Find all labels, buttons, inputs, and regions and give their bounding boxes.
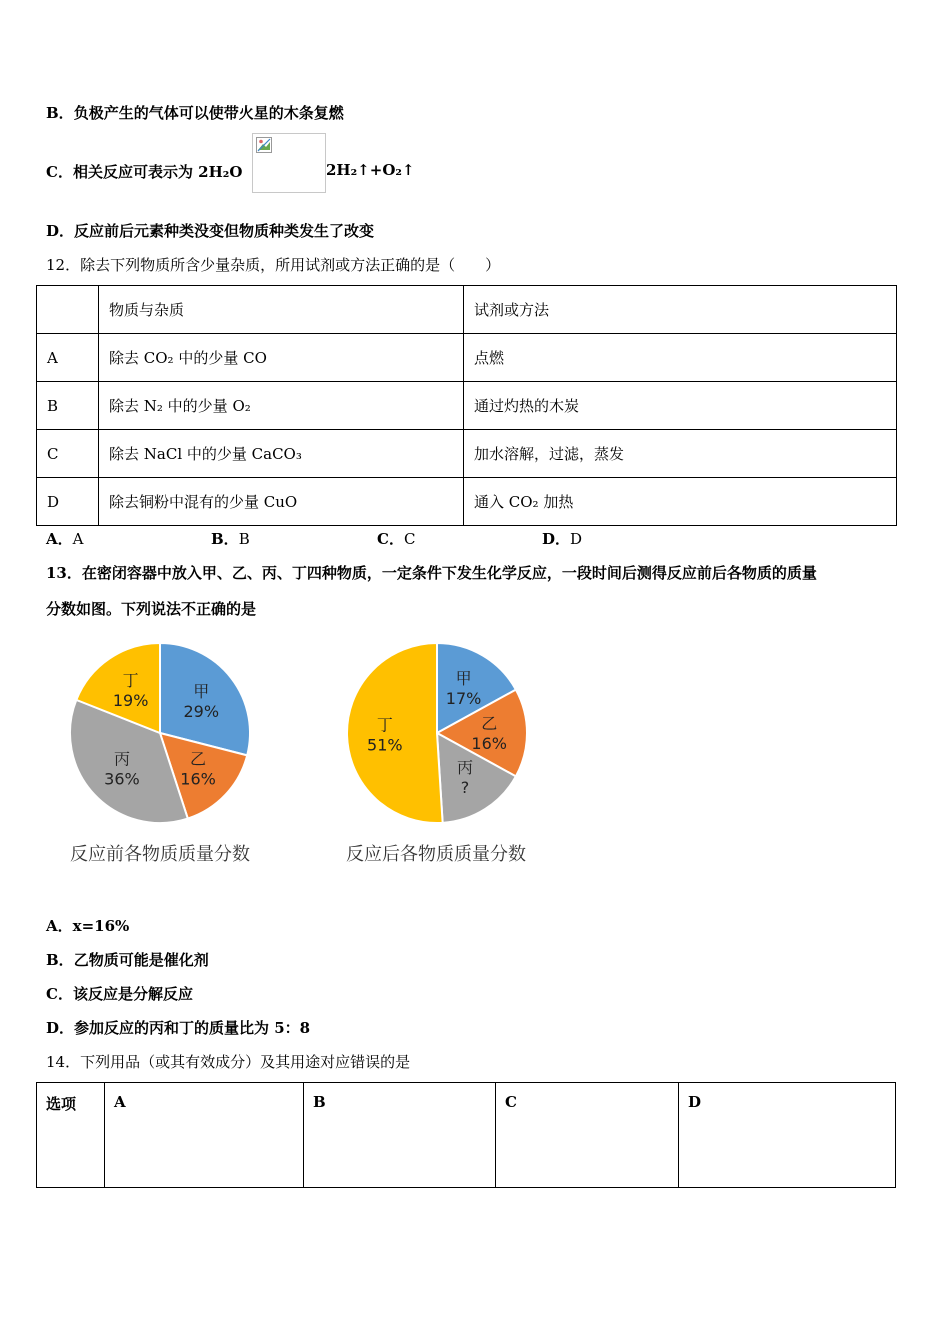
option-text: x=16% [72,917,130,935]
slice-value-label: 19% [112,690,149,710]
option-letter: A． [46,530,73,548]
slice-name-label: 丁 [376,715,393,735]
slice-value-label: ? [460,778,470,798]
pie-chart-before [60,633,260,833]
q13-option-a [46,915,129,936]
q12-option-b [211,528,250,549]
table-row [37,382,897,430]
slice-value-label: 29% [183,702,220,722]
table-cell: 通过灼热的木炭 [464,382,897,430]
table-cell: D [37,478,99,526]
option-letter: D． [46,222,75,240]
option-letter: C． [46,163,73,181]
q11-option-c [46,161,242,182]
slice-value-label: 17% [445,689,482,709]
table-cell: B [37,382,99,430]
table-cell: A [37,334,99,382]
slice-name-label: 丁 [122,670,139,690]
q12-option-a [46,528,83,549]
table-header-row [37,1083,896,1188]
header-cell: D [679,1083,896,1188]
q11-option-c-tail: 2H₂↑+O₂↑ [326,161,415,179]
q13-stem-line1: 13．在密闭容器中放入甲、乙、丙、丁四种物质，一定条件下发生化学反应，一段时间后测得反应前后各物质的质量 [46,564,817,582]
slice-name-label: 甲 [455,669,472,689]
option-text: 参加反应的丙和丁的质量比为 5：8 [74,1019,311,1037]
table-row [37,334,897,382]
slice-name-label: 乙 [190,749,207,769]
slice-value-label: 36% [104,769,140,789]
table-cell: 除去 N₂ 中的少量 O₂ [99,382,464,430]
option-text: C [403,530,416,548]
table-cell: 除去 NaCl 中的少量 CaCO₃ [99,430,464,478]
header-cell: 物质与杂质 [99,286,464,334]
q12-stem: 12．除去下列物质所含少量杂质，所用试剂或方法正确的是（ ） [46,256,501,274]
table-row [37,430,897,478]
option-letter: B． [211,530,239,548]
q11-option-b [46,102,344,123]
option-text: D [570,530,583,548]
table-header-row [37,286,897,334]
pie-after-caption: 反应后各物质质量分数 [346,844,526,865]
pie-slice [347,643,443,823]
header-cell: B [304,1083,496,1188]
slice-name-label: 丙 [113,749,130,769]
table-cell: 通入 CO₂ 加热 [464,478,897,526]
q13-option-b [46,949,209,970]
slice-name-label: 丙 [456,758,473,778]
slice-value-label: 51% [367,735,403,755]
option-letter: D． [46,1019,75,1037]
option-text: B [238,530,250,548]
q12-option-c [377,528,415,549]
option-letter: B． [46,104,74,122]
table-cell: 加水溶解，过滤，蒸发 [464,430,897,478]
option-letter: A． [46,917,73,935]
option-text: 乙物质可能是催化剂 [73,951,209,969]
header-cell: 选项 [37,1083,105,1188]
header-cell [37,286,99,334]
q14-stem: 14．下列用品（或其有效成分）及其用途对应错误的是 [46,1053,411,1071]
option-text: 相关反应可表示为 2H₂O [72,163,243,181]
q13-option-c [46,983,193,1004]
slice-name-label: 乙 [481,714,498,733]
pie-before-caption: 反应前各物质质量分数 [70,844,250,865]
reaction-condition-image [252,133,326,193]
q13-option-d [46,1017,310,1038]
option-text: 反应前后元素种类没变但物质种类发生了改变 [74,222,375,240]
header-cell: 试剂或方法 [464,286,897,334]
header-cell: C [496,1083,679,1188]
slice-value-label: 16% [180,769,216,789]
pie-chart-after [337,633,537,833]
option-letter: B． [46,951,74,969]
option-letter: C． [377,530,404,548]
table-cell: 点燃 [464,334,897,382]
option-text: 该反应是分解反应 [72,985,193,1003]
slice-name-label: 甲 [193,682,210,702]
broken-image-icon [256,137,272,153]
table-cell: 除去 CO₂ 中的少量 CO [99,334,464,382]
q11-option-d [46,220,374,241]
table-cell: 除去铜粉中混有的少量 CuO [99,478,464,526]
option-letter: D． [542,530,571,548]
table-cell: C [37,430,99,478]
header-cell: A [105,1083,304,1188]
q12-option-d [542,528,582,549]
q14-table [36,1082,896,1188]
option-text: 负极产生的气体可以使带火星的木条复燃 [73,104,344,122]
q13-stem-line2: 分数如图。下列说法不正确的是 [46,600,257,618]
option-letter: C． [46,985,73,1003]
option-text: A [72,530,84,548]
slice-value-label: 16% [471,734,507,753]
table-row [37,478,897,526]
q12-table [36,285,897,526]
